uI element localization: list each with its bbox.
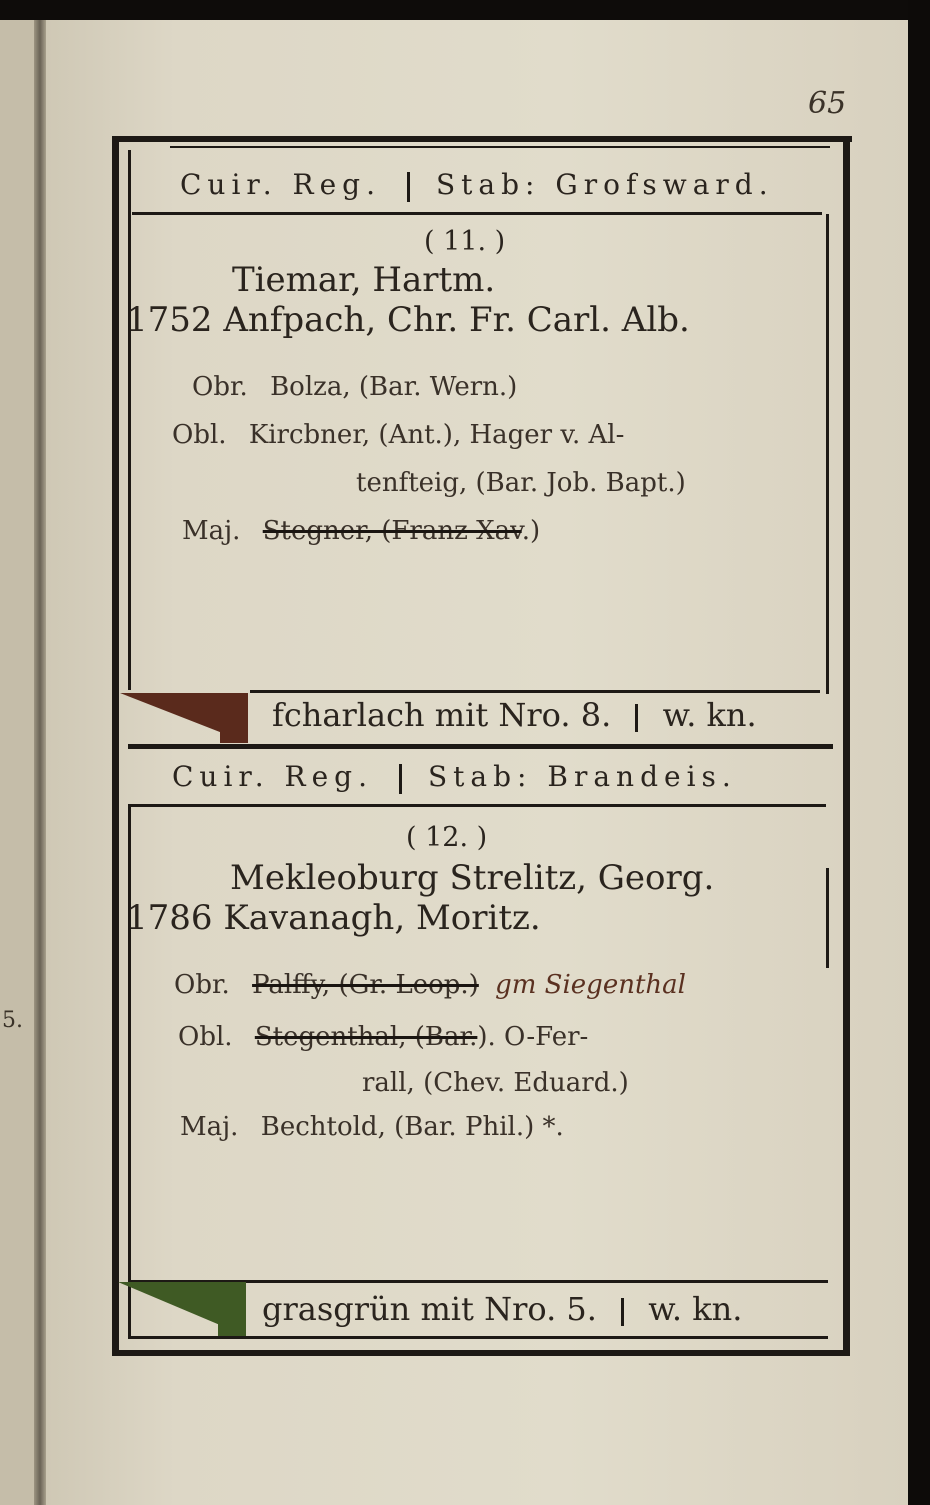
page-number: 65 xyxy=(808,86,847,121)
upper-stab: Stab: Grofsward. xyxy=(436,168,774,201)
lower-second-owner-line xyxy=(126,898,541,938)
officer-name: Bolza, (Bar. Wern.) xyxy=(270,372,518,402)
upper-facing-color-block xyxy=(220,693,248,743)
upper-major xyxy=(182,516,540,546)
upper-header-rule xyxy=(132,212,822,215)
lower-header xyxy=(172,760,737,794)
upper-second-owner-year: 1752 xyxy=(126,300,213,340)
rank-label: Obr. xyxy=(192,372,248,402)
officer-name-tail: ). O-Fer- xyxy=(477,1022,589,1052)
handwritten-correction: gm Siegenthal xyxy=(495,970,686,1000)
lower-owner: Mekleoburg Strelitz, Georg. xyxy=(230,858,715,898)
lower-regiment-number: ( 12. ) xyxy=(406,822,488,853)
officer-name: Kircbner, (Ant.), Hager v. Al- xyxy=(248,420,625,450)
rank-label: Maj. xyxy=(180,1112,239,1142)
top-shadow xyxy=(0,0,930,20)
rank-label: Maj. xyxy=(182,516,241,546)
lower-second-owner-year: 1786 xyxy=(126,898,213,938)
frame-top xyxy=(118,136,852,142)
left-margin-mark: 5. xyxy=(2,1008,23,1033)
upper-oberstleutnant xyxy=(172,420,624,450)
lower-second-owner: Kavanagh, Moritz. xyxy=(223,898,541,938)
struck-officer-name: Stegner, (Franz Xav xyxy=(262,516,522,546)
upper-second-owner: Anfpach, Chr. Fr. Carl. Alb. xyxy=(223,300,690,340)
rank-label: Obl. xyxy=(172,420,227,450)
upper-regiment-number: ( 11. ) xyxy=(424,226,506,257)
officer-name-tail: .) xyxy=(521,516,541,546)
upper-regiment-type: Cuir. Reg. xyxy=(180,168,381,201)
lower-oberstleutnant-cont: rall, (Chev. Eduard.) xyxy=(362,1068,629,1098)
officer-name: Bechtold, (Bar. Phil.) *. xyxy=(260,1112,564,1142)
upper-owner: Tiemar, Hartm. xyxy=(232,260,496,300)
upper-facing-rule-top xyxy=(250,690,820,693)
upper-oberst xyxy=(192,372,517,402)
lower-facing-line xyxy=(262,1290,742,1328)
section-divider xyxy=(128,744,833,749)
lower-major xyxy=(180,1112,564,1142)
lower-facing-rule-bottom xyxy=(128,1336,828,1339)
frame-right xyxy=(843,140,850,1356)
upper-second-owner-line xyxy=(126,300,690,340)
header-divider xyxy=(407,172,410,202)
upper-facing-swatch xyxy=(120,693,250,743)
upper-facing-buttons: w. kn. xyxy=(662,696,757,734)
upper-oberstleutnant-cont: tenfteig, (Bar. Job. Bapt.) xyxy=(356,468,686,498)
header-divider xyxy=(399,764,402,794)
frame-top-inner xyxy=(170,146,830,148)
upper-inner-left xyxy=(128,150,131,690)
lower-stab: Stab: Brandeis. xyxy=(428,760,737,793)
frame-bottom xyxy=(112,1350,850,1356)
rank-label: Obl. xyxy=(178,1022,233,1052)
facing-divider xyxy=(635,704,638,732)
upper-inner-right xyxy=(826,214,829,694)
book-gutter xyxy=(34,20,46,1505)
left-page-edge xyxy=(0,20,34,1505)
lower-oberst xyxy=(174,970,686,1000)
lower-oberstleutnant xyxy=(178,1022,588,1052)
lower-facing-buttons: w. kn. xyxy=(648,1290,743,1328)
facing-divider xyxy=(621,1298,624,1326)
struck-officer-name: Stegenthal, (Bar. xyxy=(254,1022,478,1052)
upper-header xyxy=(180,168,774,202)
struck-officer-name: Palffy, (Gr. Leop.) xyxy=(252,970,479,1000)
lower-header-rule xyxy=(128,804,826,807)
lower-facing-color-block xyxy=(218,1282,246,1336)
lower-facing-text: grasgrün mit Nro. 5. xyxy=(262,1290,597,1328)
frame-left xyxy=(112,136,119,1356)
lower-facing-swatch xyxy=(118,1282,248,1336)
upper-facing-text: fcharlach mit Nro. 8. xyxy=(272,696,612,734)
lower-regiment-type: Cuir. Reg. xyxy=(172,760,373,793)
rank-label: Obr. xyxy=(174,970,230,1000)
lower-inner-right xyxy=(826,868,829,968)
upper-facing-line xyxy=(272,696,757,734)
right-page-edge xyxy=(908,0,930,1505)
lower-inner-left xyxy=(128,806,131,1338)
